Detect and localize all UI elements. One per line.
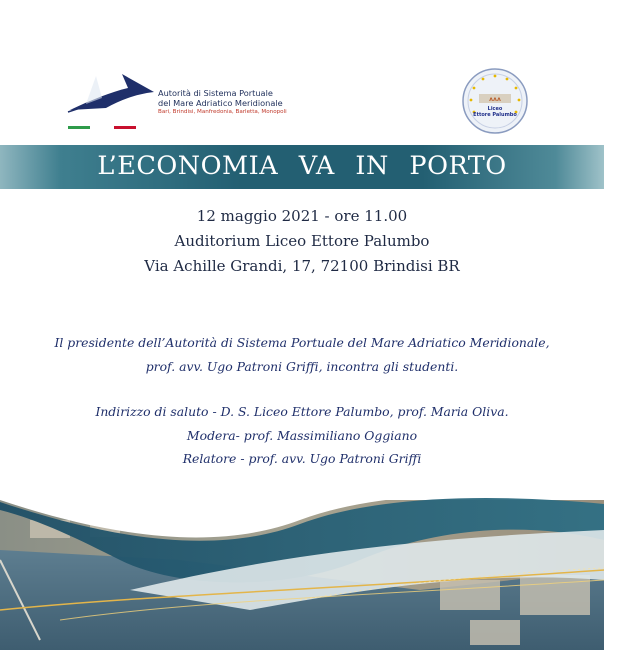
seal-label-bottom: Ettore Palumbo bbox=[473, 112, 517, 118]
page-margin bbox=[604, 0, 628, 650]
event-address: Via Achille Grandi, 17, 72100 Brindisi BR bbox=[144, 257, 460, 275]
flag-green-stripe bbox=[68, 126, 90, 129]
flag-red-stripe bbox=[114, 126, 136, 129]
event-venue: Auditorium Liceo Ettore Palumbo bbox=[174, 232, 430, 250]
port-authority-logo bbox=[66, 70, 286, 132]
logo-line3: Bari, Brindisi, Manfredonia, Barletta, Monopoli bbox=[158, 109, 287, 115]
speaker-line: Relatore - prof. avv. Ugo Patroni Griffi bbox=[182, 451, 422, 466]
event-date-time: 12 maggio 2021 - ore 11.00 bbox=[196, 207, 408, 225]
description-line1: Il presidente dell’Autorità di Sistema Portuale del Mare Adriatico Meridionale, bbox=[54, 335, 550, 350]
seal-emblem-icon bbox=[461, 67, 529, 135]
event-title: L’ECONOMIA VA IN PORTO bbox=[97, 151, 507, 181]
svg-text:ᴧᴧᴧ: ᴧᴧᴧ bbox=[489, 96, 501, 103]
logo-line2: del Mare Adriatico Meridionale bbox=[158, 98, 283, 108]
ship-icon bbox=[66, 70, 156, 120]
school-seal bbox=[461, 67, 529, 135]
logo-line1: Autorità di Sistema Portuale bbox=[158, 88, 273, 98]
port-aerial-wave-image bbox=[0, 480, 604, 650]
logo-text bbox=[158, 88, 298, 117]
moderator-line: Modera- prof. Massimiliano Oggiano bbox=[186, 428, 418, 443]
seal-label-top: Liceo bbox=[487, 106, 503, 112]
title-banner bbox=[0, 145, 604, 189]
description-line2: prof. avv. Ugo Patroni Griffi, incontra gli studenti. bbox=[145, 359, 459, 374]
greeting-line: Indirizzo di saluto - D. S. Liceo Ettore Palumbo, prof. Maria Oliva. bbox=[95, 404, 509, 419]
